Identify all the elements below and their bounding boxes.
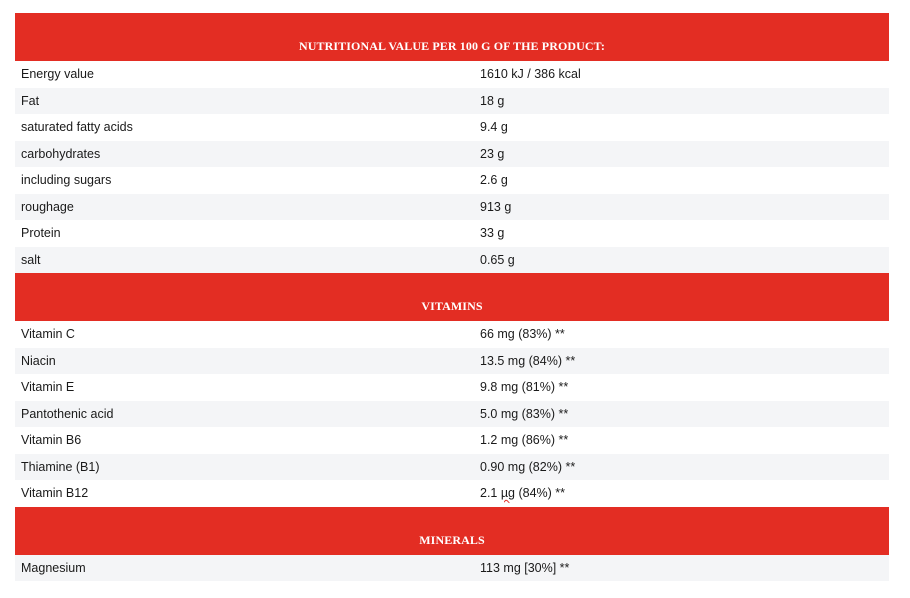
vitamin-value: 5.0 mg (83%) ** [480,407,569,421]
nutrient-name: including sugars [21,173,112,187]
vitamins-section-title: VITAMINS [421,299,483,313]
vitamin-name: Pantothenic acid [21,407,114,421]
vitamin-value: 66 mg (83%) ** [480,327,565,341]
table-row [15,454,889,480]
nutrient-name: roughage [21,200,74,214]
minerals-section-header [15,507,889,555]
value-percent: (84%) ** [515,486,566,500]
vitamin-value: 13.5 mg (84%) ** [480,354,576,368]
table-row [15,61,889,88]
vitamin-name: Vitamin B6 [21,433,82,447]
vitamin-value [480,486,565,500]
vitamins-section-header [15,273,889,321]
nutrition-section-header [15,13,889,61]
vitamin-name: Vitamin C [21,327,75,341]
table-row [15,88,889,114]
nutrient-value: 23 g [480,147,505,161]
table-row [15,141,889,167]
table-row [15,220,889,247]
mineral-name: Magnesium [21,561,86,575]
nutrient-name: Fat [21,94,40,108]
table-row [15,167,889,194]
nutrient-value: 913 g [480,200,512,214]
nutrient-value: 0.65 g [480,253,515,267]
vitamin-name: Vitamin E [21,380,75,394]
minerals-section-title: MINERALS [419,533,485,547]
nutrition-table [15,13,889,581]
nutrient-value: 9.4 g [480,120,508,134]
table-row [15,114,889,141]
table-row [15,194,889,220]
spellcheck-flagged-unit: µg [500,486,516,500]
vitamin-name: Thiamine (B1) [21,460,100,474]
vitamin-name: Niacin [21,354,56,368]
nutrient-name: Energy value [21,67,94,81]
table-row [15,427,889,454]
nutrient-name: Protein [21,226,61,240]
vitamin-name: Vitamin B12 [21,486,89,500]
table-row [15,374,889,401]
vitamin-value: 9.8 mg (81%) ** [480,380,569,394]
table-row [15,480,889,507]
vitamin-value: 0.90 mg (82%) ** [480,460,576,474]
value-amount: 2.1 [480,486,501,500]
table-row [15,401,889,427]
table-row [15,348,889,374]
nutrient-name: salt [21,253,41,267]
nutrient-name: saturated fatty acids [21,120,133,134]
nutrient-value: 33 g [480,226,505,240]
nutrient-value: 18 g [480,94,505,108]
mineral-value: 113 mg [30%] ** [480,561,570,575]
nutrient-name: carbohydrates [21,147,101,161]
table-row [15,321,889,348]
table-row [15,247,889,273]
table-row [15,555,889,581]
nutrient-value: 2.6 g [480,173,508,187]
nutrition-section-title: NUTRITIONAL VALUE PER 100 G OF THE PRODUCT: [298,39,605,53]
vitamin-value: 1.2 mg (86%) ** [480,433,569,447]
nutrient-value: 1610 kJ / 386 kcal [480,67,581,81]
